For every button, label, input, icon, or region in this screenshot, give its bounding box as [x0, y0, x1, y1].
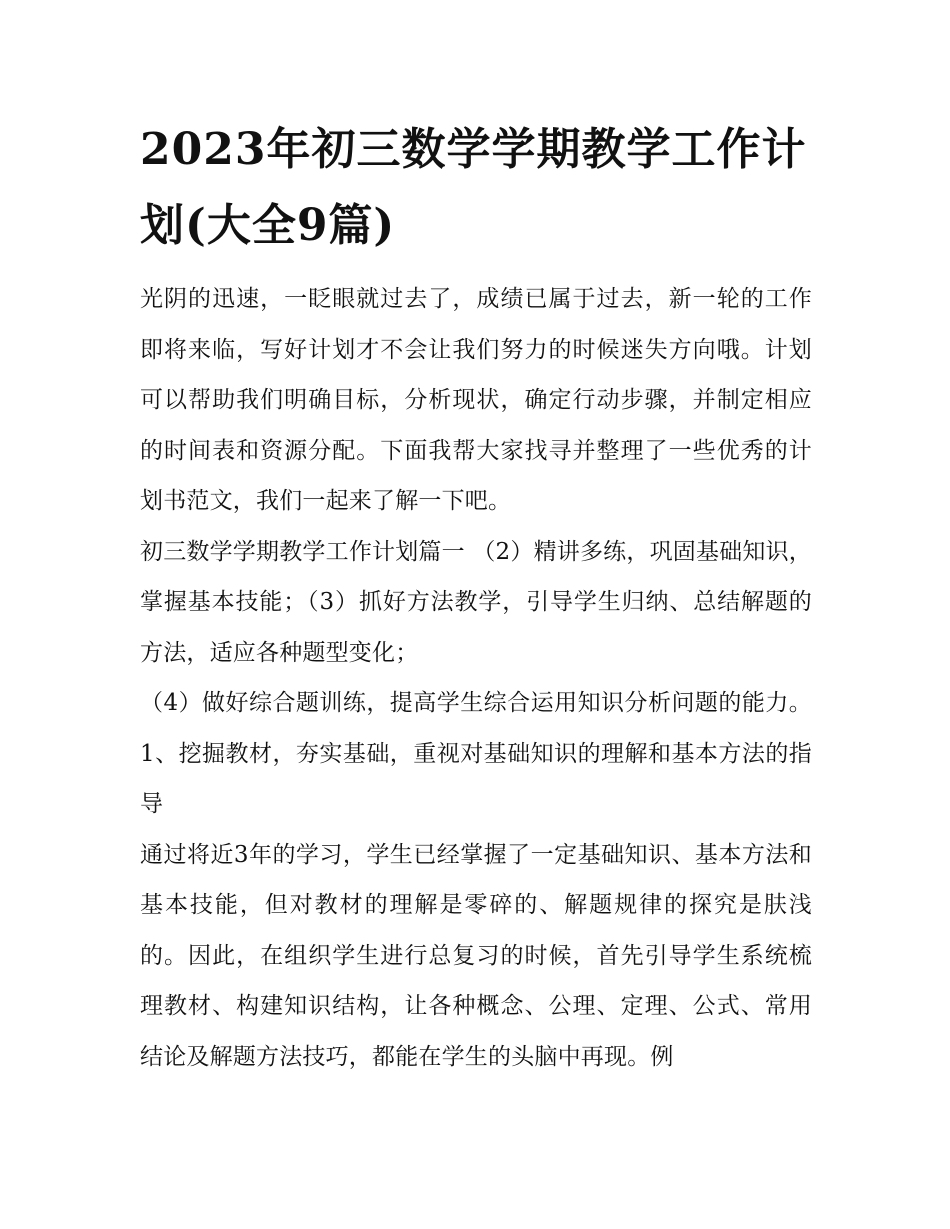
document-page	[140, 112, 812, 1082]
paragraph-review-method: 通过将近3年的学习，学生已经掌握了一定基础知识、基本方法和基本技能，但对教材的理解是零碎的、解题规律的探究是肤浅的。因此，在组织学生进行总复习的时候，首先引导学生系统梳理教材、构建知识结构，让各种概念、公理、定理、公式、常用结论及解题方法技巧，都能在学生的头脑中再现。例	[140, 841, 812, 1070]
paragraph-intro: 光阴的迅速，一眨眼就过去了，成绩已属于过去，新一轮的工作即将来临，写好计划才不会让我们努力的时候迷失方向哦。计划可以帮助我们明确目标，分析现状，确定行动步骤，并制定相应的时间表和资源分配。下面我帮大家找寻并整理了一些优秀的计划书范文，我们一起来了解一下吧。	[140, 286, 812, 514]
document-title: 2023年初三数学学期教学工作计划(大全9篇)	[140, 124, 807, 251]
paragraph-comprehensive-training: （4）做好综合题训练，提高学生综合运用知识分析问题的能力。 1、挖掘教材，夯实基础，重视对基础知识的理解和基本方法的指导	[140, 690, 812, 817]
paragraph-plan-one: 初三数学学期教学工作计划篇一 （2）精讲多练，巩固基础知识，掌握基本技能；（3）抓好方法教学，引导学生归纳、总结解题的方法，适应各种题型变化；	[140, 538, 812, 666]
